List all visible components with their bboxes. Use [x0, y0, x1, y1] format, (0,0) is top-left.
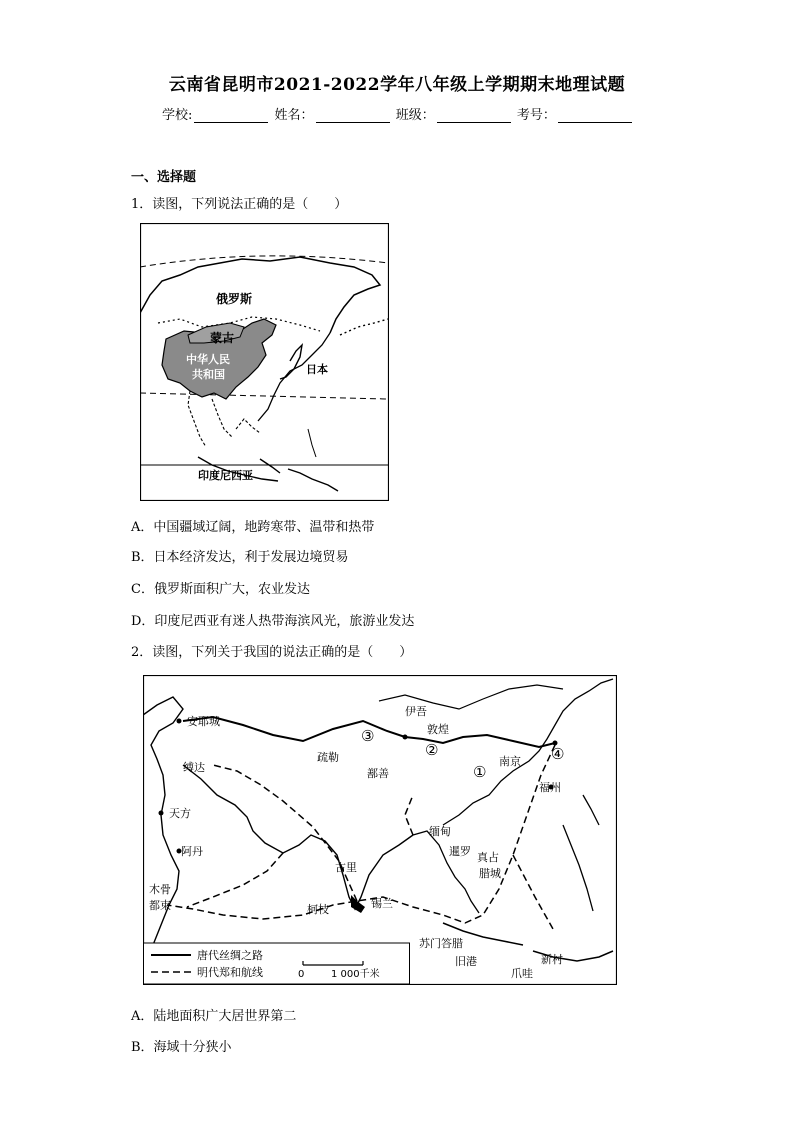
scale-zero: 0 — [298, 969, 305, 980]
page-title: 云南省昆明市2021-2022学年八年级上学期期末地理试题 — [168, 75, 626, 95]
label-yiwu: 伊吾 — [405, 705, 427, 718]
label-mugudu-1: 木骨 — [149, 883, 171, 896]
silk-road-map — [143, 675, 617, 985]
label-zhaowa: 爪哇 — [511, 967, 533, 980]
question-1-option-d[interactable]: D．印度尼西亚有迷人热带海滨风光，旅游业发达 — [131, 614, 415, 629]
question-2-option-b[interactable]: B．海域十分狭小 — [131, 1040, 232, 1055]
label-japan: 日本 — [306, 363, 328, 376]
question-1-stem: 1．读图，下列说法正确的是（ ） — [131, 197, 348, 212]
scale-value: 1 000千米 — [331, 969, 380, 980]
mark-4: ④ — [551, 745, 565, 763]
question-2-option-a[interactable]: A．陆地面积广大居世界第二 — [131, 1009, 297, 1024]
label-fuda: 缚达 — [183, 761, 205, 774]
school-blank[interactable] — [194, 110, 268, 123]
exam-no-blank[interactable] — [558, 110, 632, 123]
label-indonesia: 印度尼西亚 — [198, 469, 253, 482]
label-sumendala: 苏门答腊 — [419, 937, 463, 950]
label-china-2: 共和国 — [192, 368, 225, 381]
class-blank[interactable] — [437, 110, 511, 123]
mark-2: ② — [425, 741, 439, 759]
label-mongolia: 蒙古 — [210, 331, 235, 345]
label-russia: 俄罗斯 — [216, 292, 253, 306]
label-shanshan: 鄯善 — [367, 767, 389, 780]
section-heading: 一、选择题 — [131, 170, 197, 185]
label-guli: 古里 — [335, 861, 357, 874]
label-tianfang: 天方 — [169, 807, 191, 820]
label-zhenzhan-1: 真占 — [477, 851, 499, 864]
question-1-option-a[interactable]: A．中国疆域辽阔，地跨寒带、温带和热带 — [131, 520, 375, 535]
class-label: 班级： — [395, 108, 435, 123]
label-xincun: 新村 — [541, 953, 563, 966]
label-xianluo: 暹罗 — [449, 845, 471, 858]
legend-silk-label: 唐代丝绸之路 — [197, 949, 263, 962]
label-zhenzhan-2: 腊城 — [479, 867, 501, 880]
label-nanjing: 南京 — [499, 755, 521, 768]
exam-no-label: 考号： — [516, 108, 556, 123]
question-1-option-c[interactable]: C．俄罗斯面积广大，农业发达 — [131, 582, 310, 597]
school-label: 学校: — [162, 108, 193, 123]
legend-zheng-label: 明代郑和航线 — [197, 966, 263, 979]
label-dunhuang: 敦煌 — [427, 723, 449, 736]
mark-1: ① — [473, 763, 487, 781]
dot-anye — [177, 719, 182, 724]
question-2-stem: 2．读图，下列关于我国的说法正确的是（ ） — [131, 645, 413, 660]
label-mugudu-2: 都束 — [149, 899, 171, 912]
label-miandian: 缅甸 — [429, 825, 451, 838]
label-kezhi: 柯枝 — [307, 903, 329, 916]
label-jiugang: 旧港 — [455, 955, 477, 968]
question-1-option-b[interactable]: B．日本经济发达，利于发展边境贸易 — [131, 550, 349, 565]
mark-3: ③ — [361, 727, 375, 745]
label-xilan: 锡兰 — [371, 897, 393, 910]
label-adan: 阿丹 — [181, 845, 203, 858]
student-info-line — [162, 104, 634, 123]
label-china-1: 中华人民 — [186, 353, 230, 366]
name-blank[interactable] — [316, 110, 390, 123]
label-shule: 疏勒 — [317, 751, 339, 764]
label-fuzhou: 福州 — [539, 781, 561, 794]
dot-yiwu — [403, 735, 408, 740]
name-label: 姓名： — [274, 108, 314, 123]
dot-tianfang — [159, 811, 164, 816]
label-anye: 安耶城 — [187, 715, 220, 728]
asia-map-1 — [140, 223, 389, 501]
